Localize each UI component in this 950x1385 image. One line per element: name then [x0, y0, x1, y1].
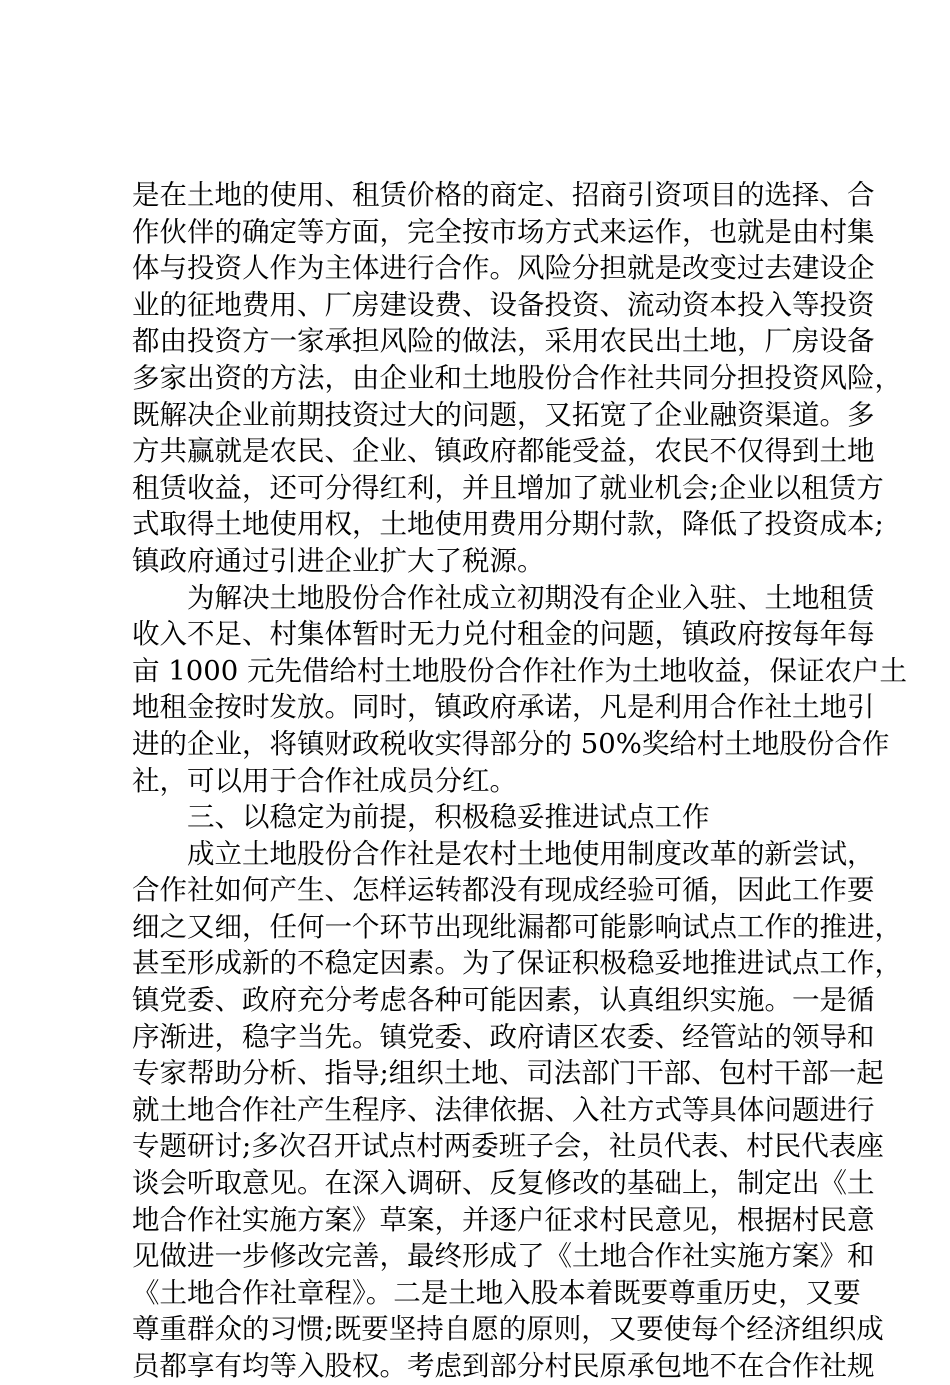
section-heading [132, 799, 832, 836]
text-line: 亩 1000 元先借给村土地股份合作社作为土地收益，保证农户土 [132, 654, 907, 687]
text-line: 作伙伴的确定等方面，完全按市场方式来运作，也就是由村集 [132, 215, 875, 248]
document-body [132, 177, 907, 1385]
text-line: 业的征地费用、厂房建设费、设备投资、流动资本投入等投资 [132, 288, 875, 321]
text-line: 甚至形成新的不稳定因素。为了保证积极稳妥地推进试点工作， [132, 947, 902, 980]
text-line: 镇党委、政府充分考虑各种可能因素，认真组织实施。一是循 [132, 984, 875, 1017]
section-heading-text: 三、以稳定为前提，积极稳妥推进试点工作 [187, 801, 710, 834]
text-line: 细之又细，任何一个环节出现纰漏都可能影响试点工作的推进， [132, 910, 902, 943]
text-line: 成立土地股份合作社是农村土地使用制度改革的新尝试， [187, 837, 875, 870]
text-line: 为解决土地股份合作社成立初期没有企业入驻、土地租赁 [187, 581, 875, 614]
text-line: 专家帮助分析、指导;组织土地、司法部门干部、包村干部一起 [132, 1057, 884, 1090]
text-line: 合作社如何产生、怎样运转都没有现成经验可循，因此工作要 [132, 874, 875, 907]
text-line: 员都享有均等入股权。考虑到部分村民原承包地不在合作社规 [132, 1350, 875, 1382]
text-line: 镇政府通过引进企业扩大了税源。 [132, 544, 545, 577]
paragraph [132, 580, 907, 800]
text-line: 方共赢就是农民、企业、镇政府都能受益，农民不仅得到土地 [132, 435, 875, 468]
text-line: 地合作社实施方案》草案，并逐户征求村民意见，根据村民意 [132, 1203, 875, 1236]
text-line: 谈会听取意见。在深入调研、反复修改的基础上，制定出《土 [132, 1167, 875, 1200]
text-line: 收入不足、村集体暂时无力兑付租金的问题，镇政府按每年每 [132, 618, 875, 651]
paragraph [132, 177, 902, 580]
text-line: 都由投资方一家承担风险的做法，采用农民出土地，厂房设备 [132, 325, 875, 358]
text-line: 租赁收益，还可分得红利，并且增加了就业机会;企业以租赁方 [132, 471, 884, 504]
text-line: 进的企业，将镇财政税收实得部分的 50%奖给村土地股份合作 [132, 727, 890, 760]
text-line: 式取得土地使用权，土地使用费用分期付款，降低了投资成本; [132, 508, 884, 541]
text-line: 多家出资的方法，由企业和土地股份合作社共同分担投资风险， [132, 361, 902, 394]
text-line: 体与投资人作为主体进行合作。风险分担就是改变过去建设企 [132, 252, 875, 285]
text-line: 尊重群众的习惯;既要坚持自愿的原则，又要使每个经济组织成 [132, 1313, 884, 1346]
text-line: 社，可以用于合作社成员分红。 [132, 764, 517, 797]
text-line: 专题研讨;多次召开试点村两委班子会，社员代表、村民代表座 [132, 1130, 884, 1163]
text-line: 既解决企业前期技资过大的问题，又拓宽了企业融资渠道。多 [132, 398, 875, 431]
paragraph [132, 836, 902, 1385]
text-line: 《土地合作社章程》。二是土地入股本着既要尊重历史，又要 [132, 1276, 861, 1309]
text-line: 地租金按时发放。同时，镇政府承诺，凡是利用合作社土地引 [132, 691, 875, 724]
text-line: 就土地合作社产生程序、法律依据、入社方式等具体问题进行 [132, 1093, 875, 1126]
text-line: 是在土地的使用、租赁价格的商定、招商引资项目的选择、合 [132, 179, 875, 211]
text-line: 序渐进，稳字当先。镇党委、政府请区农委、经管站的领导和 [132, 1020, 875, 1053]
text-line: 见做进一步修改完善，最终形成了《土地合作社实施方案》和 [132, 1240, 875, 1273]
